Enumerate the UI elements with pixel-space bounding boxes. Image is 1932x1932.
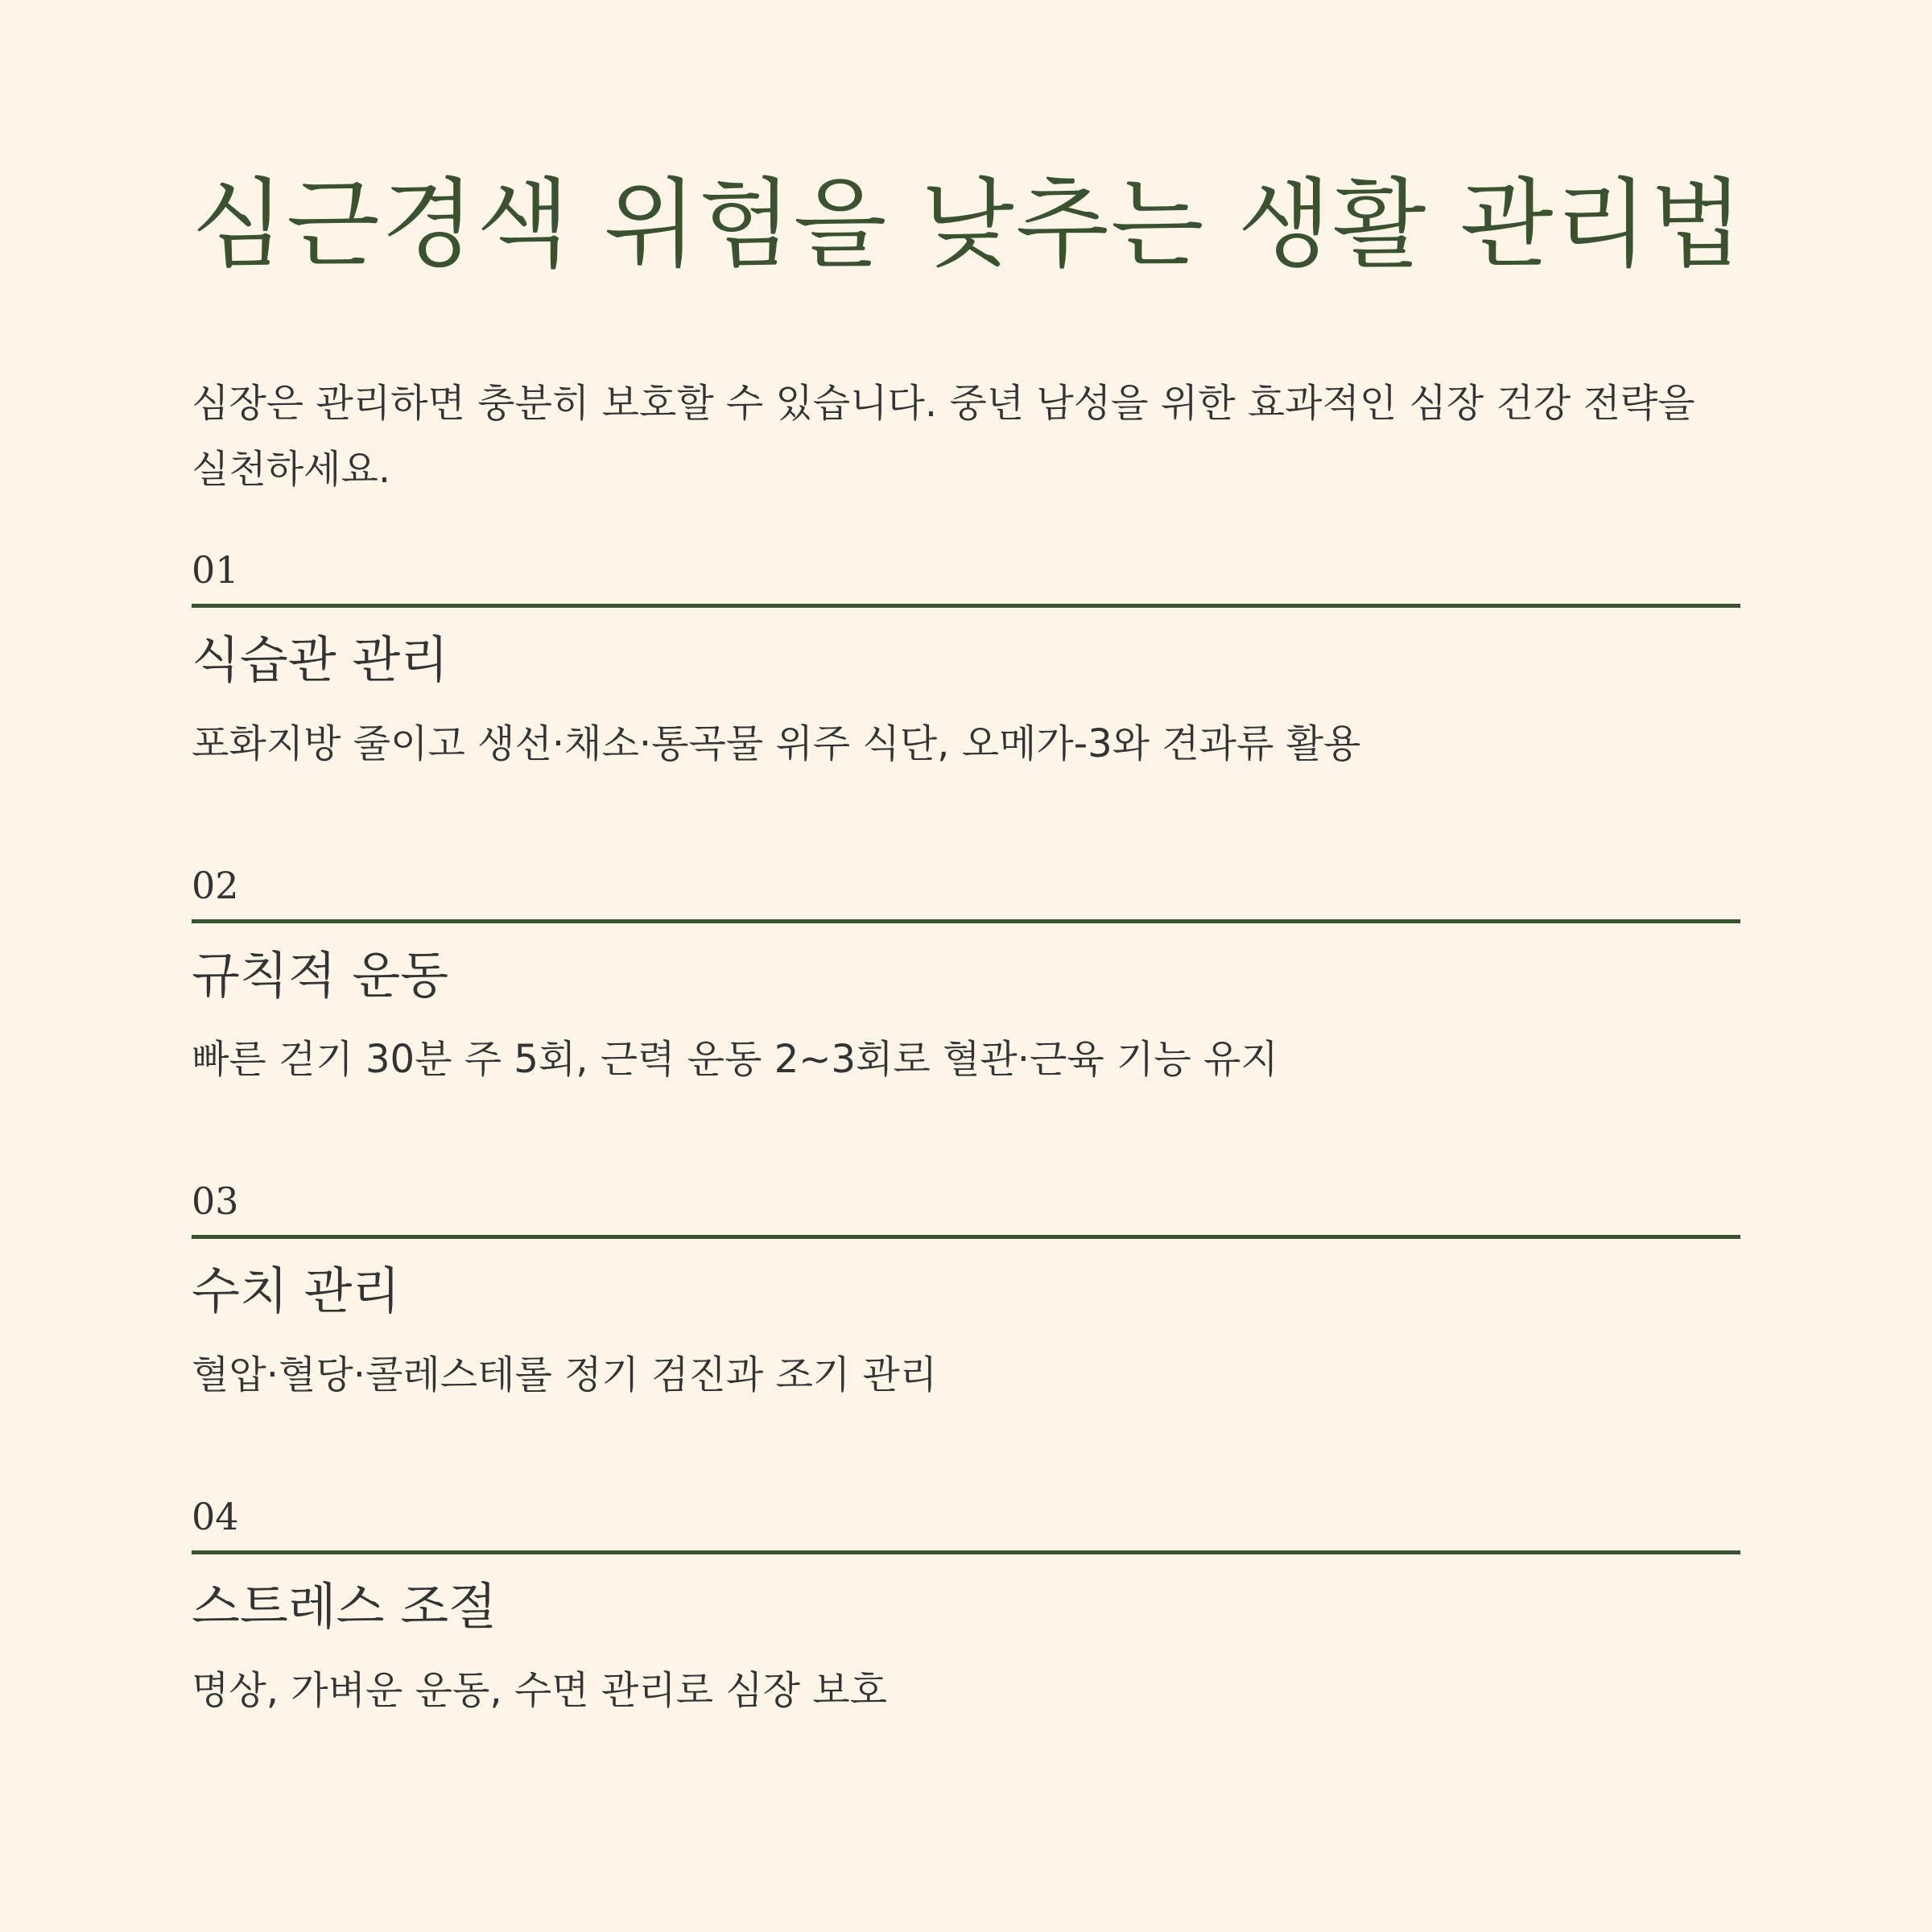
section-description: 빠른 걷기 30분 주 5회, 근력 운동 2~3회로 혈관·근육 기능 유지: [192, 1037, 1278, 1082]
section-heading: 규칙적 운동: [192, 946, 449, 1005]
section-number: 03: [192, 1179, 239, 1223]
section-divider: [192, 919, 1740, 923]
page-title: 심근경색 위험을 낮추는 생활 관리법: [192, 169, 1745, 281]
section-heading: 스트레스 조절: [192, 1577, 497, 1636]
section-description: 혈압·혈당·콜레스테롤 정기 검진과 조기 관리: [192, 1352, 938, 1397]
section-description: 포화지방 줄이고 생선·채소·통곡물 위주 식단, 오메가-3와 견과류 활용: [192, 721, 1361, 766]
section-numbers: [192, 1179, 1740, 1436]
intro-text: 심장은 관리하면 충분히 보호할 수 있습니다. 중년 남성을 위한 효과적인 심장 건강 전략을 실천하세요.: [192, 381, 1695, 492]
section-number: 02: [192, 864, 239, 907]
section-heading: 식습관 관리: [192, 630, 449, 689]
section-diet: [192, 547, 1740, 805]
section-stress: [192, 1494, 1740, 1752]
section-exercise: [192, 863, 1740, 1121]
section-divider: [192, 1550, 1740, 1554]
section-heading: 수치 관리: [192, 1261, 401, 1320]
section-divider: [192, 604, 1740, 608]
section-divider: [192, 1235, 1740, 1239]
section-number: 01: [192, 548, 239, 592]
section-description: 명상, 가벼운 운동, 수면 관리로 심장 보호: [192, 1668, 887, 1713]
section-number: 04: [192, 1495, 239, 1538]
